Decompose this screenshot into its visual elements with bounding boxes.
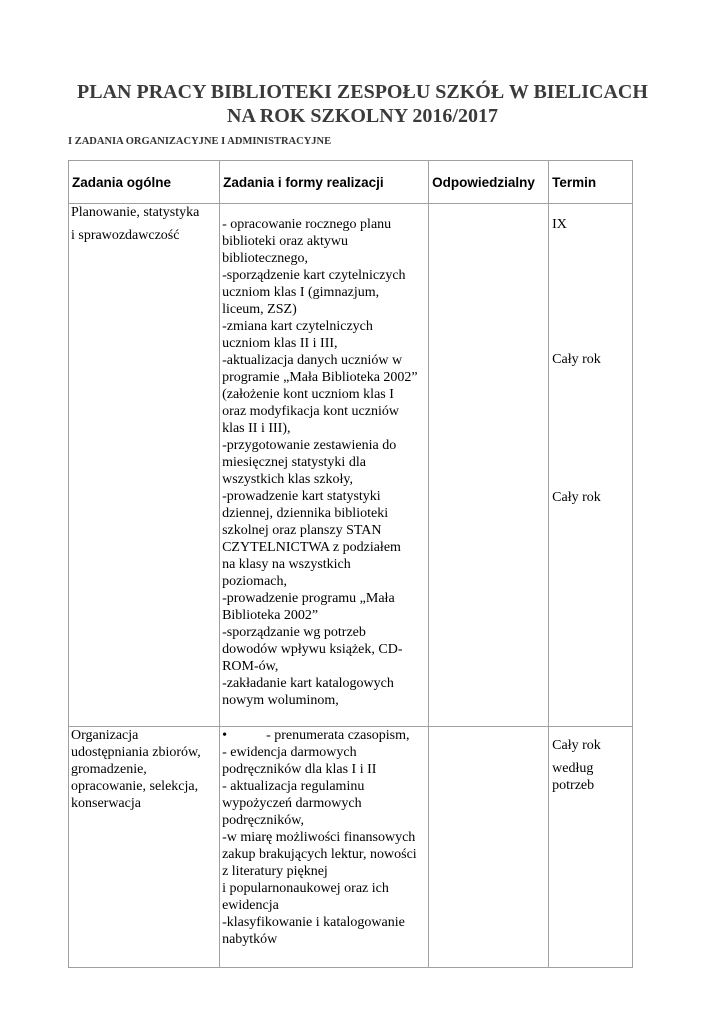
term-value: IX bbox=[552, 217, 567, 232]
task-line: -aktualizacja danych uczniów w bbox=[222, 353, 403, 368]
header-responsible: Odpowiedzialny bbox=[429, 161, 549, 204]
cell-term bbox=[549, 204, 633, 727]
task-line: - aktualizacja regulaminu bbox=[222, 779, 365, 794]
task-line: -w miarę możliwości finansowych bbox=[222, 830, 416, 845]
bullet-icon: • bbox=[222, 728, 227, 743]
general-line: opracowanie, selekcja, bbox=[71, 779, 199, 794]
task-line: wszystkich klas szkoły, bbox=[222, 472, 353, 487]
title-line-2: NA ROK SZKOLNY 2016/2017 bbox=[227, 105, 498, 127]
general-line: Organizacja bbox=[71, 728, 139, 743]
task-line: uczniom klas I (gimnazjum, bbox=[222, 285, 380, 300]
task-line: -sporządzenie kart czytelniczych bbox=[222, 268, 406, 283]
task-line: ewidencja bbox=[222, 898, 279, 913]
task-line: ROM-ów, bbox=[222, 659, 279, 674]
task-line: podręczników dla klas I i II bbox=[222, 762, 377, 777]
cell-tasks bbox=[220, 204, 429, 727]
term-value: według bbox=[552, 761, 594, 776]
plan-table bbox=[68, 160, 633, 968]
cell-general bbox=[69, 727, 220, 968]
general-line: gromadzenie, bbox=[71, 762, 147, 777]
task-line: liceum, ZSZ) bbox=[222, 302, 297, 317]
task-line: oraz modyfikacja kont uczniów bbox=[222, 404, 399, 419]
task-line: na klasy na wszystkich bbox=[222, 557, 351, 572]
task-line: - ewidencja darmowych bbox=[222, 745, 357, 760]
task-line: programie „Mała Biblioteka 2002” bbox=[222, 370, 418, 385]
task-line: uczniom klas II i III, bbox=[222, 336, 338, 351]
task-line: klas II i III), bbox=[222, 421, 291, 436]
cell-general bbox=[69, 204, 220, 727]
task-line: Biblioteka 2002” bbox=[222, 608, 319, 623]
term-value: Cały rok bbox=[552, 738, 601, 753]
task-line: i popularnonaukowej oraz ich bbox=[222, 881, 389, 896]
task-line: -prowadzenie kart statystyki bbox=[222, 489, 381, 504]
cell-tasks bbox=[220, 727, 429, 968]
task-line: wypożyczeń darmowych bbox=[222, 796, 362, 811]
general-line: udostępniania zbiorów, bbox=[71, 745, 201, 760]
general-line: konserwacja bbox=[71, 796, 141, 811]
header-term: Termin bbox=[549, 161, 633, 204]
term-value: potrzeb bbox=[552, 778, 595, 793]
task-line: - opracowanie rocznego planu bbox=[222, 217, 392, 232]
task-line: z literatury pięknej bbox=[222, 864, 328, 879]
cell-responsible bbox=[429, 204, 549, 727]
header-forms: Zadania i formy realizacji bbox=[220, 161, 429, 204]
task-line: nabytków bbox=[222, 932, 278, 947]
task-line: miesięcznej statystyki dla bbox=[222, 455, 366, 470]
bullet-item bbox=[222, 727, 426, 744]
task-line: podręczników, bbox=[222, 813, 304, 828]
task-line: CZYTELNICTWA z podziałem bbox=[222, 540, 401, 555]
task-line: -sporządzanie wg potrzeb bbox=[222, 625, 366, 640]
task-line: szkolnej oraz planszy STAN bbox=[222, 523, 382, 538]
cell-responsible bbox=[429, 727, 549, 968]
title-line-1: PLAN PRACY BIBLIOTEKI ZESPOŁU SZKÓŁ W BIELICACH bbox=[77, 81, 648, 103]
term-value: Cały rok bbox=[552, 490, 601, 505]
task-line: poziomach, bbox=[222, 574, 287, 589]
task-line: biblioteki oraz aktywu bbox=[222, 234, 349, 249]
task-line: (założenie kont uczniom klas I bbox=[222, 387, 394, 402]
section-heading: I ZADANIA ORGANIZACYJNE I ADMINISTRACYJNE bbox=[68, 136, 332, 147]
general-line: Planowanie, statystyka bbox=[71, 205, 200, 220]
task-line: zakup brakujących lektur, nowości bbox=[222, 847, 417, 862]
task-line: -prowadzenie programu „Mała bbox=[222, 591, 395, 606]
task-line: -zakładanie kart katalogowych bbox=[222, 676, 394, 691]
task-line: -klasyfikowanie i katalogowanie bbox=[222, 915, 405, 930]
table-row bbox=[69, 204, 633, 727]
task-line: -zmiana kart czytelniczych bbox=[222, 319, 373, 334]
cell-term bbox=[549, 727, 633, 968]
table-row bbox=[69, 727, 633, 968]
header-general-tasks: Zadania ogólne bbox=[69, 161, 220, 204]
task-line: -przygotowanie zestawienia do bbox=[222, 438, 397, 453]
term-value: Cały rok bbox=[552, 352, 601, 367]
table-header-row bbox=[69, 161, 633, 204]
task-line: dowodów wpływu książek, CD- bbox=[222, 642, 403, 657]
bullet-text: - prenumerata czasopism, bbox=[266, 728, 410, 743]
task-line: nowym woluminom, bbox=[222, 693, 339, 708]
task-line: dziennej, dziennika biblioteki bbox=[222, 506, 389, 521]
document-title bbox=[0, 80, 725, 128]
task-line: bibliotecznego, bbox=[222, 251, 308, 266]
general-line: i sprawozdawczość bbox=[71, 228, 180, 243]
